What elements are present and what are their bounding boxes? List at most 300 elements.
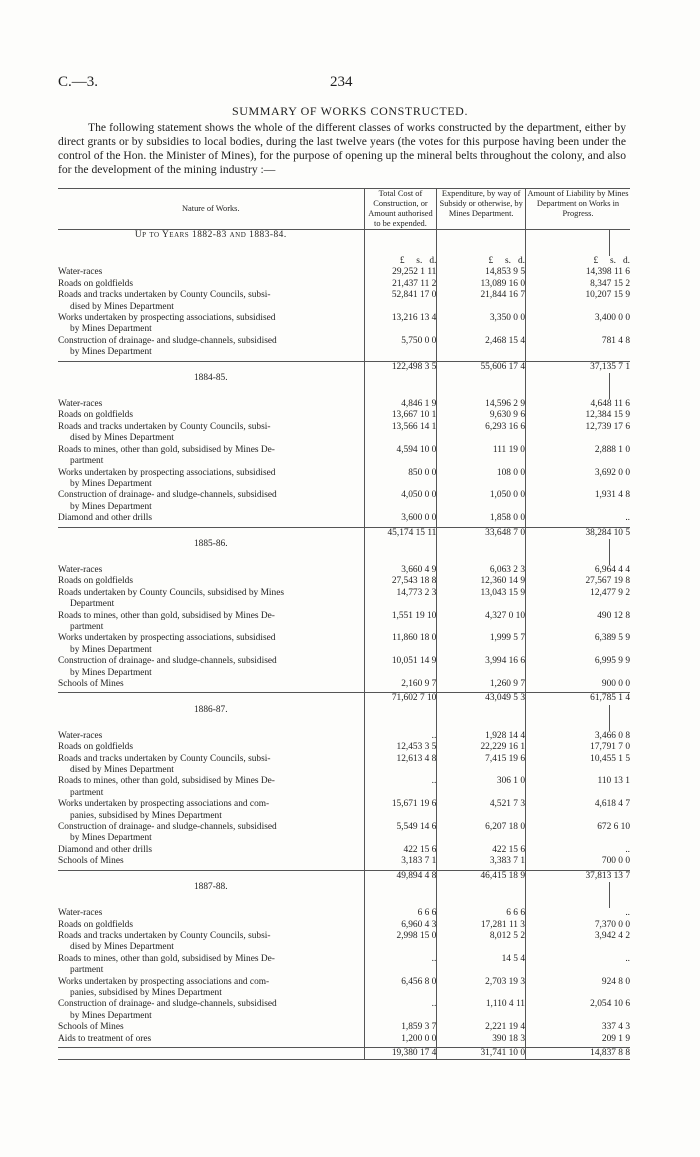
cell-cost: 11,860 18 0: [364, 633, 437, 656]
cell-liability: 700 0 0: [526, 856, 631, 867]
header-liability: Amount of Liability by Mines Department on Works in Progress.: [526, 189, 631, 230]
section-heading: Up to Years 1882-83 and 1883-84.: [134, 230, 287, 240]
table-row: [58, 313, 630, 336]
cell-liability: 900 0 0: [526, 679, 631, 690]
cell-cost: 29,252 1 11: [364, 267, 437, 278]
cell-expenditure: 6,207 18 0: [437, 822, 526, 845]
cell-liability: 490 12 8: [526, 611, 631, 634]
currency-units: £ s. d.: [526, 256, 631, 267]
cell-cost: 4,050 0 0: [364, 490, 437, 513]
cell-expenditure: 306 1 0: [437, 776, 526, 799]
row-label-line: Diamond and other drills: [58, 513, 152, 524]
cell-expenditure: 1,858 0 0: [437, 513, 526, 524]
report-reference: C.—3.: [58, 74, 99, 90]
cell-liability: 8,347 15 2: [526, 279, 631, 290]
empty-cell: [610, 373, 630, 399]
empty-cell: [58, 256, 364, 267]
cell-cost: 14,773 2 3: [364, 588, 437, 611]
cell-liability: 6,964 4 4: [526, 565, 631, 576]
closing-rule: [58, 1060, 630, 1062]
empty-cell: [58, 693, 364, 705]
cell-expenditure: 3,350 0 0: [437, 313, 526, 336]
row-label-line: Roads on goldfields: [58, 576, 133, 587]
row-label-line: Roads on goldfields: [58, 278, 133, 289]
row-label-line: Water-races: [58, 267, 103, 278]
empty-cell: [58, 361, 364, 373]
row-label: [58, 799, 364, 822]
cell-liability: ..: [526, 513, 631, 524]
empty-cell: [58, 1047, 364, 1059]
table-row: [58, 954, 630, 977]
row-label-line: panies, subsidised by Mines Department: [70, 810, 222, 821]
row-label: [58, 679, 364, 690]
row-label-line: Roads on goldfields: [58, 742, 133, 753]
header-nature: Nature of Works.: [58, 189, 364, 230]
empty-cell: [437, 539, 526, 565]
row-label-line: Construction of drainage- and sludge-channels, subsidised: [58, 490, 277, 501]
cell-cost: 21,437 11 2: [364, 279, 437, 290]
cell-expenditure: 1,260 9 7: [437, 679, 526, 690]
empty-cell: [364, 373, 437, 399]
cell-liability: 2,054 10 6: [526, 999, 631, 1022]
row-label-line: Roads to mines, other than gold, subsidised by Mines De-: [58, 444, 275, 455]
cell-cost: 52,841 17 0: [364, 290, 437, 313]
cell-expenditure: 9,630 9 6: [437, 410, 526, 421]
empty-cell: [58, 1060, 630, 1062]
cell-liability: 12,477 9 2: [526, 588, 631, 611]
table-row: [58, 742, 630, 753]
row-label-line: by Mines Department: [70, 478, 152, 489]
cell-liability: 3,942 4 2: [526, 931, 631, 954]
empty-cell: [364, 882, 437, 908]
row-label-line: Water-races: [58, 564, 103, 575]
cell-cost: 850 0 0: [364, 468, 437, 491]
row-label: [58, 977, 364, 1000]
cell-liability: 3,692 0 0: [526, 468, 631, 491]
row-label-line: Roads and tracks undertaken by County Councils, subsi-: [58, 290, 271, 301]
cell-liability: ..: [526, 954, 631, 977]
row-label-line: partment: [70, 965, 104, 976]
total-cost: 19,380 17 4: [364, 1047, 437, 1059]
row-label-line: Roads on goldfields: [58, 410, 133, 421]
cell-cost: ..: [364, 954, 437, 977]
table-row: [58, 633, 630, 656]
row-label: [58, 399, 364, 410]
header-expenditure: Expenditure, by way of Subsidy or otherwise, by Mines Department.: [437, 189, 526, 230]
cell-expenditure: 2,221 19 4: [437, 1022, 526, 1033]
empty-cell: [526, 373, 610, 399]
row-label-line: partment: [70, 456, 104, 467]
row-label-line: Water-races: [58, 730, 103, 741]
table-row: [58, 576, 630, 587]
cell-liability: 10,455 1 5: [526, 754, 631, 777]
table-row: [58, 731, 630, 742]
empty-cell: [58, 527, 364, 539]
cell-cost: 13,216 13 4: [364, 313, 437, 336]
cell-expenditure: 7,415 19 6: [437, 754, 526, 777]
row-label-line: Roads to mines, other than gold, subsidised by Mines De-: [58, 610, 275, 621]
row-label-line: by Mines Department: [70, 644, 152, 655]
cell-liability: 924 8 0: [526, 977, 631, 1000]
row-label: [58, 290, 364, 313]
row-label-line: Roads on goldfields: [58, 919, 133, 930]
cell-cost: 2,160 9 7: [364, 679, 437, 690]
row-label: [58, 313, 364, 336]
table-row: [58, 399, 630, 410]
page-title: SUMMARY OF WORKS CONSTRUCTED.: [231, 104, 469, 118]
row-label: [58, 1022, 364, 1033]
cell-expenditure: 21,844 16 7: [437, 290, 526, 313]
cell-cost: ..: [364, 776, 437, 799]
cell-cost: 12,453 3 5: [364, 742, 437, 753]
row-label-line: Roads and tracks undertaken by County Councils, subsi-: [58, 930, 271, 941]
section-heading: 1885-86.: [193, 538, 228, 549]
cell-liability: 4,648 11 6: [526, 399, 631, 410]
row-label: [58, 267, 364, 278]
cell-liability: ..: [526, 845, 631, 856]
cell-liability: 672 6 10: [526, 822, 631, 845]
total-liability: 38,284 10 5: [526, 527, 631, 539]
row-label: [58, 1034, 364, 1045]
row-label: [58, 513, 364, 524]
table-row: [58, 908, 630, 919]
row-label: [58, 422, 364, 445]
cell-liability: 2,888 1 0: [526, 445, 631, 468]
cell-expenditure: 22,229 16 1: [437, 742, 526, 753]
table-row: [58, 513, 630, 524]
cell-liability: 4,618 4 7: [526, 799, 631, 822]
row-label: [58, 588, 364, 611]
section-heading-row: [58, 705, 630, 731]
empty-cell: [58, 870, 364, 882]
total-expenditure: 55,606 17 4: [437, 361, 526, 373]
cell-liability: 6,389 5 9: [526, 633, 631, 656]
row-label: [58, 468, 364, 491]
table-row: [58, 999, 630, 1022]
row-label: [58, 954, 364, 977]
table-row: [58, 845, 630, 856]
total-expenditure: 46,415 18 9: [437, 870, 526, 882]
table-row: [58, 611, 630, 634]
cell-liability: ..: [526, 908, 631, 919]
row-label-line: Aids to treatment of ores: [58, 1033, 152, 1044]
row-label-line: Water-races: [58, 399, 103, 410]
row-label: [58, 822, 364, 845]
section-total-row: [58, 870, 630, 882]
cell-cost: 1,200 0 0: [364, 1034, 437, 1045]
row-label-line: Department: [70, 599, 115, 610]
row-label-line: by Mines Department: [70, 347, 152, 358]
row-label: [58, 565, 364, 576]
cell-cost: 15,671 19 6: [364, 799, 437, 822]
total-liability: 61,785 1 4: [526, 693, 631, 705]
row-label-line: by Mines Department: [70, 667, 152, 678]
cell-cost: 2,998 15 0: [364, 931, 437, 954]
row-label: [58, 410, 364, 421]
total-expenditure: 33,648 7 0: [437, 527, 526, 539]
table-row: [58, 588, 630, 611]
table-row: [58, 920, 630, 931]
row-label: [58, 633, 364, 656]
row-label-line: Diamond and other drills: [58, 844, 152, 855]
cell-liability: 3,400 0 0: [526, 313, 631, 336]
table-row: [58, 267, 630, 278]
row-label-line: Roads to mines, other than gold, subsidised by Mines De-: [58, 776, 275, 787]
empty-cell: [526, 539, 610, 565]
empty-cell: [526, 705, 610, 731]
table-row: [58, 565, 630, 576]
row-label-line: dised by Mines Department: [70, 301, 174, 312]
cell-cost: ..: [364, 731, 437, 742]
cell-expenditure: 1,110 4 11: [437, 999, 526, 1022]
cell-cost: 422 15 6: [364, 845, 437, 856]
row-label-line: Water-races: [58, 908, 103, 919]
cell-liability: 12,739 17 6: [526, 422, 631, 445]
row-label-line: dised by Mines Department: [70, 942, 174, 953]
cell-cost: 3,600 0 0: [364, 513, 437, 524]
row-label: [58, 856, 364, 867]
row-label: [58, 754, 364, 777]
row-label: [58, 731, 364, 742]
table-row: [58, 445, 630, 468]
cell-expenditure: 6,293 16 6: [437, 422, 526, 445]
total-liability: 37,135 7 1: [526, 361, 631, 373]
cell-liability: 10,207 15 9: [526, 290, 631, 313]
cell-expenditure: 108 0 0: [437, 468, 526, 491]
cell-expenditure: 4,521 7 3: [437, 799, 526, 822]
row-label-line: Construction of drainage- and sludge-channels, subsidised: [58, 999, 277, 1010]
empty-cell: [610, 539, 630, 565]
row-label: [58, 931, 364, 954]
table-row: [58, 422, 630, 445]
cell-cost: 6,456 8 0: [364, 977, 437, 1000]
table-body: [58, 230, 630, 1062]
cell-cost: 4,846 1 9: [364, 399, 437, 410]
cell-expenditure: 8,012 5 2: [437, 931, 526, 954]
works-table: [58, 188, 630, 1061]
cell-cost: 27,543 18 8: [364, 576, 437, 587]
total-liability: 14,837 8 8: [526, 1047, 631, 1059]
table-row: [58, 1022, 630, 1033]
total-cost: 71,602 7 10: [364, 693, 437, 705]
cell-cost: 5,750 0 0: [364, 336, 437, 359]
section-heading-row: [58, 539, 630, 565]
row-label-line: dised by Mines Department: [70, 433, 174, 444]
cell-expenditure: 3,383 7 1: [437, 856, 526, 867]
row-label: [58, 742, 364, 753]
section-total-row: [58, 361, 630, 373]
cell-cost: 13,566 14 1: [364, 422, 437, 445]
empty-cell: [526, 882, 610, 908]
table-row: [58, 679, 630, 690]
row-label-line: by Mines Department: [70, 501, 152, 512]
cell-cost: 1,859 3 7: [364, 1022, 437, 1033]
table-row: [58, 776, 630, 799]
currency-units-row: [58, 256, 630, 267]
cell-expenditure: 1,999 5 7: [437, 633, 526, 656]
row-label: [58, 490, 364, 513]
row-label: [58, 908, 364, 919]
table-header-row: [58, 189, 630, 230]
total-expenditure: 43,049 5 3: [437, 693, 526, 705]
row-label: [58, 336, 364, 359]
cell-liability: 27,567 19 8: [526, 576, 631, 587]
row-label-line: Roads and tracks undertaken by County Councils, subsi-: [58, 421, 271, 432]
row-label-line: Construction of drainage- and sludge-channels, subsidised: [58, 656, 277, 667]
table-row: [58, 656, 630, 679]
row-label: [58, 445, 364, 468]
cell-expenditure: 17,281 11 3: [437, 920, 526, 931]
row-label: [58, 920, 364, 931]
row-label: [58, 611, 364, 634]
cell-cost: 1,551 19 10: [364, 611, 437, 634]
cell-cost: 6,960 4 3: [364, 920, 437, 931]
row-label-line: Works undertaken by prospecting associations and com-: [58, 976, 270, 987]
total-cost: 45,174 15 11: [364, 527, 437, 539]
row-label-line: Works undertaken by prospecting associations and com-: [58, 799, 270, 810]
row-label: [58, 999, 364, 1022]
row-label: [58, 776, 364, 799]
empty-cell: [437, 230, 526, 257]
section-heading: 1886-87.: [193, 704, 228, 715]
row-label-line: panies, subsidised by Mines Department: [70, 987, 222, 998]
cell-cost: 5,549 14 6: [364, 822, 437, 845]
cell-cost: ..: [364, 999, 437, 1022]
table-row: [58, 822, 630, 845]
cell-liability: 337 4 3: [526, 1022, 631, 1033]
cell-expenditure: 13,043 15 9: [437, 588, 526, 611]
cell-cost: 4,594 10 0: [364, 445, 437, 468]
section-heading-row: [58, 882, 630, 908]
cell-liability: 6,995 9 9: [526, 656, 631, 679]
cell-liability: 110 13 1: [526, 776, 631, 799]
cell-liability: 17,791 7 0: [526, 742, 631, 753]
cell-expenditure: 12,360 14 9: [437, 576, 526, 587]
row-label-line: by Mines Department: [70, 1010, 152, 1021]
section-heading: 1887-88.: [193, 882, 228, 893]
table-row: [58, 279, 630, 290]
empty-cell: [364, 230, 437, 257]
row-label-line: partment: [70, 621, 104, 632]
currency-units: £ s. d.: [364, 256, 437, 267]
empty-cell: [610, 705, 630, 731]
cell-liability: 209 1 9: [526, 1034, 631, 1045]
currency-units: £ s. d.: [437, 256, 526, 267]
cell-liability: 3,466 0 8: [526, 731, 631, 742]
cell-expenditure: 2,703 19 3: [437, 977, 526, 1000]
section-heading: 1884-85.: [193, 373, 228, 384]
cell-cost: 12,613 4 8: [364, 754, 437, 777]
table-row: [58, 336, 630, 359]
cell-expenditure: 2,468 15 4: [437, 336, 526, 359]
empty-cell: [526, 230, 610, 257]
cell-expenditure: 3,994 16 6: [437, 656, 526, 679]
row-label-line: Works undertaken by prospecting associations, subsidised: [58, 633, 276, 644]
empty-cell: [364, 705, 437, 731]
cell-expenditure: 14,596 2 9: [437, 399, 526, 410]
table-row: [58, 290, 630, 313]
cell-expenditure: 1,050 0 0: [437, 490, 526, 513]
table-row: [58, 754, 630, 777]
empty-cell: [610, 882, 630, 908]
section-total-row: [58, 1047, 630, 1059]
table-row: [58, 410, 630, 421]
cell-expenditure: 6 6 6: [437, 908, 526, 919]
table-row: [58, 856, 630, 867]
cell-liability: 1,931 4 8: [526, 490, 631, 513]
table-row: [58, 977, 630, 1000]
row-label-line: partment: [70, 787, 104, 798]
row-label-line: Construction of drainage- and sludge-channels, subsidised: [58, 335, 277, 346]
cell-cost: 6 6 6: [364, 908, 437, 919]
cell-expenditure: 6,063 2 3: [437, 565, 526, 576]
row-label: [58, 845, 364, 856]
row-label: [58, 576, 364, 587]
row-label-line: Roads and tracks undertaken by County Councils, subsi-: [58, 753, 271, 764]
cell-cost: 10,051 14 9: [364, 656, 437, 679]
row-label-line: Works undertaken by prospecting associations, subsidised: [58, 467, 276, 478]
total-liability: 37,813 13 7: [526, 870, 631, 882]
total-cost: 49,894 4 8: [364, 870, 437, 882]
cell-liability: 781 4 8: [526, 336, 631, 359]
cell-expenditure: 13,089 16 0: [437, 279, 526, 290]
row-label-line: Schools of Mines: [58, 856, 124, 867]
row-label: [58, 279, 364, 290]
cell-cost: 3,660 4 9: [364, 565, 437, 576]
row-label-line: by Mines Department: [70, 833, 152, 844]
empty-cell: [610, 230, 630, 257]
table-row: [58, 799, 630, 822]
row-label-line: Schools of Mines: [58, 679, 124, 689]
table-row: [58, 931, 630, 954]
table-row: [58, 468, 630, 491]
row-label-line: dised by Mines Department: [70, 765, 174, 776]
page-number: 234: [330, 74, 353, 90]
cell-expenditure: 4,327 0 10: [437, 611, 526, 634]
cell-liability: 12,384 15 9: [526, 410, 631, 421]
cell-expenditure: 390 18 3: [437, 1034, 526, 1045]
cell-cost: 13,667 10 1: [364, 410, 437, 421]
cell-expenditure: 422 15 6: [437, 845, 526, 856]
section-total-row: [58, 527, 630, 539]
cell-cost: 3,183 7 1: [364, 856, 437, 867]
table-row: [58, 490, 630, 513]
row-label: [58, 656, 364, 679]
section-total-row: [58, 693, 630, 705]
intro-paragraph: The following statement shows the whole of the different classes of works constructed by the department, either by direct grants or by subsidies to local bodies, during the last twelve years (the votes for this purpose having been under the control of the Hon. the Minister of Mines), for the purpose of opening up the mineral belts throughout the colony, and also for the development of the mining industry :—: [58, 121, 626, 176]
row-label-line: Works undertaken by prospecting associations, subsidised: [58, 313, 276, 324]
cell-expenditure: 111 19 0: [437, 445, 526, 468]
cell-expenditure: 1,928 14 4: [437, 731, 526, 742]
cell-liability: 7,370 0 0: [526, 920, 631, 931]
section-heading-row: [58, 230, 630, 257]
header-cost: Total Cost of Construction, or Amount authorised to be expended.: [364, 189, 437, 230]
total-expenditure: 31,741 10 0: [437, 1047, 526, 1059]
row-label-line: Schools of Mines: [58, 1022, 124, 1033]
row-label-line: Construction of drainage- and sludge-channels, subsidised: [58, 822, 277, 833]
empty-cell: [437, 373, 526, 399]
cell-expenditure: 14,853 9 5: [437, 267, 526, 278]
cell-liability: 14,398 11 6: [526, 267, 631, 278]
total-cost: 122,498 3 5: [364, 361, 437, 373]
row-label-line: by Mines Department: [70, 324, 152, 335]
row-label-line: Roads to mines, other than gold, subsidised by Mines De-: [58, 953, 275, 964]
table-row: [58, 1034, 630, 1045]
row-label-line: Roads undertaken by County Councils, subsidised by Mines: [58, 587, 285, 598]
section-heading-row: [58, 373, 630, 399]
empty-cell: [437, 882, 526, 908]
cell-expenditure: 14 5 4: [437, 954, 526, 977]
